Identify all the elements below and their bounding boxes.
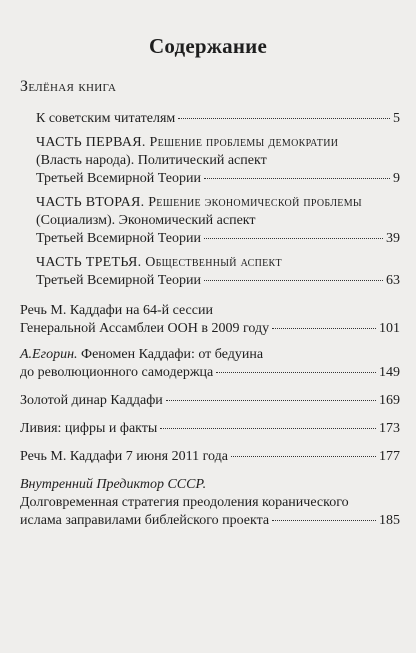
toc-entry-part-two-line1 [36, 194, 362, 212]
toc-entry-text: ЧАСТЬ ВТОРАЯ. Решение экономической проблемы [36, 195, 362, 210]
toc-entry-text: Ливия: цифры и факты [20, 421, 158, 436]
toc-entry-egorin-line1 [20, 346, 263, 364]
toc-page-number: 101 [379, 321, 400, 336]
toc-entry-text: до революционного самодержца [20, 365, 214, 380]
toc-entry-text: Третьей Всемирной Теории [36, 231, 201, 246]
toc-entry-author: Внутренний Предиктор СССР. [20, 477, 207, 492]
toc-page-number: 149 [379, 365, 400, 380]
toc-entry-text: ислама заправилами библейского проекта [20, 513, 270, 528]
toc-entry-libya-facts [20, 420, 400, 438]
toc-entry-text: К советским читателям [36, 111, 176, 126]
page-title: Содержание [149, 34, 267, 58]
toc-entry-june-speech [20, 448, 400, 466]
toc-page-number: 5 [393, 111, 400, 126]
toc-entry-un-speech-line1: Речь М. Каддафи на 64-й сессии [20, 303, 213, 318]
toc-entry-text: ЧАСТЬ ТРЕТЬЯ. Общественный аспект [36, 255, 282, 270]
toc-entry-author: А.Егорин. [20, 347, 78, 362]
toc-entry-un-speech [20, 320, 400, 338]
toc-page-number: 173 [379, 421, 400, 436]
section-heading-text: Зелёная книга [20, 78, 117, 95]
toc-page-number: 185 [379, 513, 400, 528]
toc-entry-part-two [36, 230, 400, 248]
toc-entry-text: Третьей Всемирной Теории [36, 273, 201, 288]
toc-page-number: 63 [386, 273, 400, 288]
toc-entry-text: Генеральной Ассамблеи ООН в 2009 году [20, 321, 270, 336]
toc-leader-dots [272, 328, 376, 329]
toc-entry-text: Третьей Всемирной Теории [36, 171, 201, 186]
toc-entry-part-one [36, 170, 400, 188]
toc-leader-dots [204, 178, 390, 179]
toc-entry-text: Речь М. Каддафи 7 июня 2011 года [20, 449, 228, 464]
toc-leader-dots [216, 372, 376, 373]
toc-entry-soviet-readers [36, 110, 400, 128]
toc-leader-dots [160, 428, 376, 429]
toc-entry-predictor-author [20, 476, 206, 494]
toc-entry-part-two-line2: (Социализм). Экономический аспект [36, 213, 256, 228]
toc-leader-dots [204, 238, 383, 239]
toc-leader-dots [204, 280, 383, 281]
toc-leader-dots [231, 456, 376, 457]
toc-entry-predictor-line1: Долговременная стратегия преодоления коранического [20, 495, 349, 510]
toc-entry-predictor [20, 512, 400, 530]
toc-page-number: 169 [379, 393, 400, 408]
toc-leader-dots [178, 118, 390, 119]
toc-entry-text: Золотой динар Каддафи [20, 393, 163, 408]
section-heading [20, 78, 116, 96]
toc-entry-egorin [20, 364, 400, 382]
toc-entry-gold-dinar [20, 392, 400, 410]
toc-entry-text: Феномен Каддафи: от бедуина [77, 347, 264, 362]
toc-leader-dots [272, 520, 376, 521]
toc-entry-part-three [36, 272, 400, 290]
toc-page-number: 39 [386, 231, 400, 246]
toc-entry-part-one-line2: (Власть народа). Политический аспект [36, 153, 267, 168]
toc-entry-text: ЧАСТЬ ПЕРВАЯ. Решение проблемы демократии [36, 135, 339, 150]
toc-leader-dots [166, 400, 376, 401]
toc-page-number: 177 [379, 449, 400, 464]
toc-entry-part-one-line1 [36, 134, 338, 152]
toc-page-number: 9 [393, 171, 400, 186]
toc-entry-part-three-line1 [36, 254, 282, 272]
